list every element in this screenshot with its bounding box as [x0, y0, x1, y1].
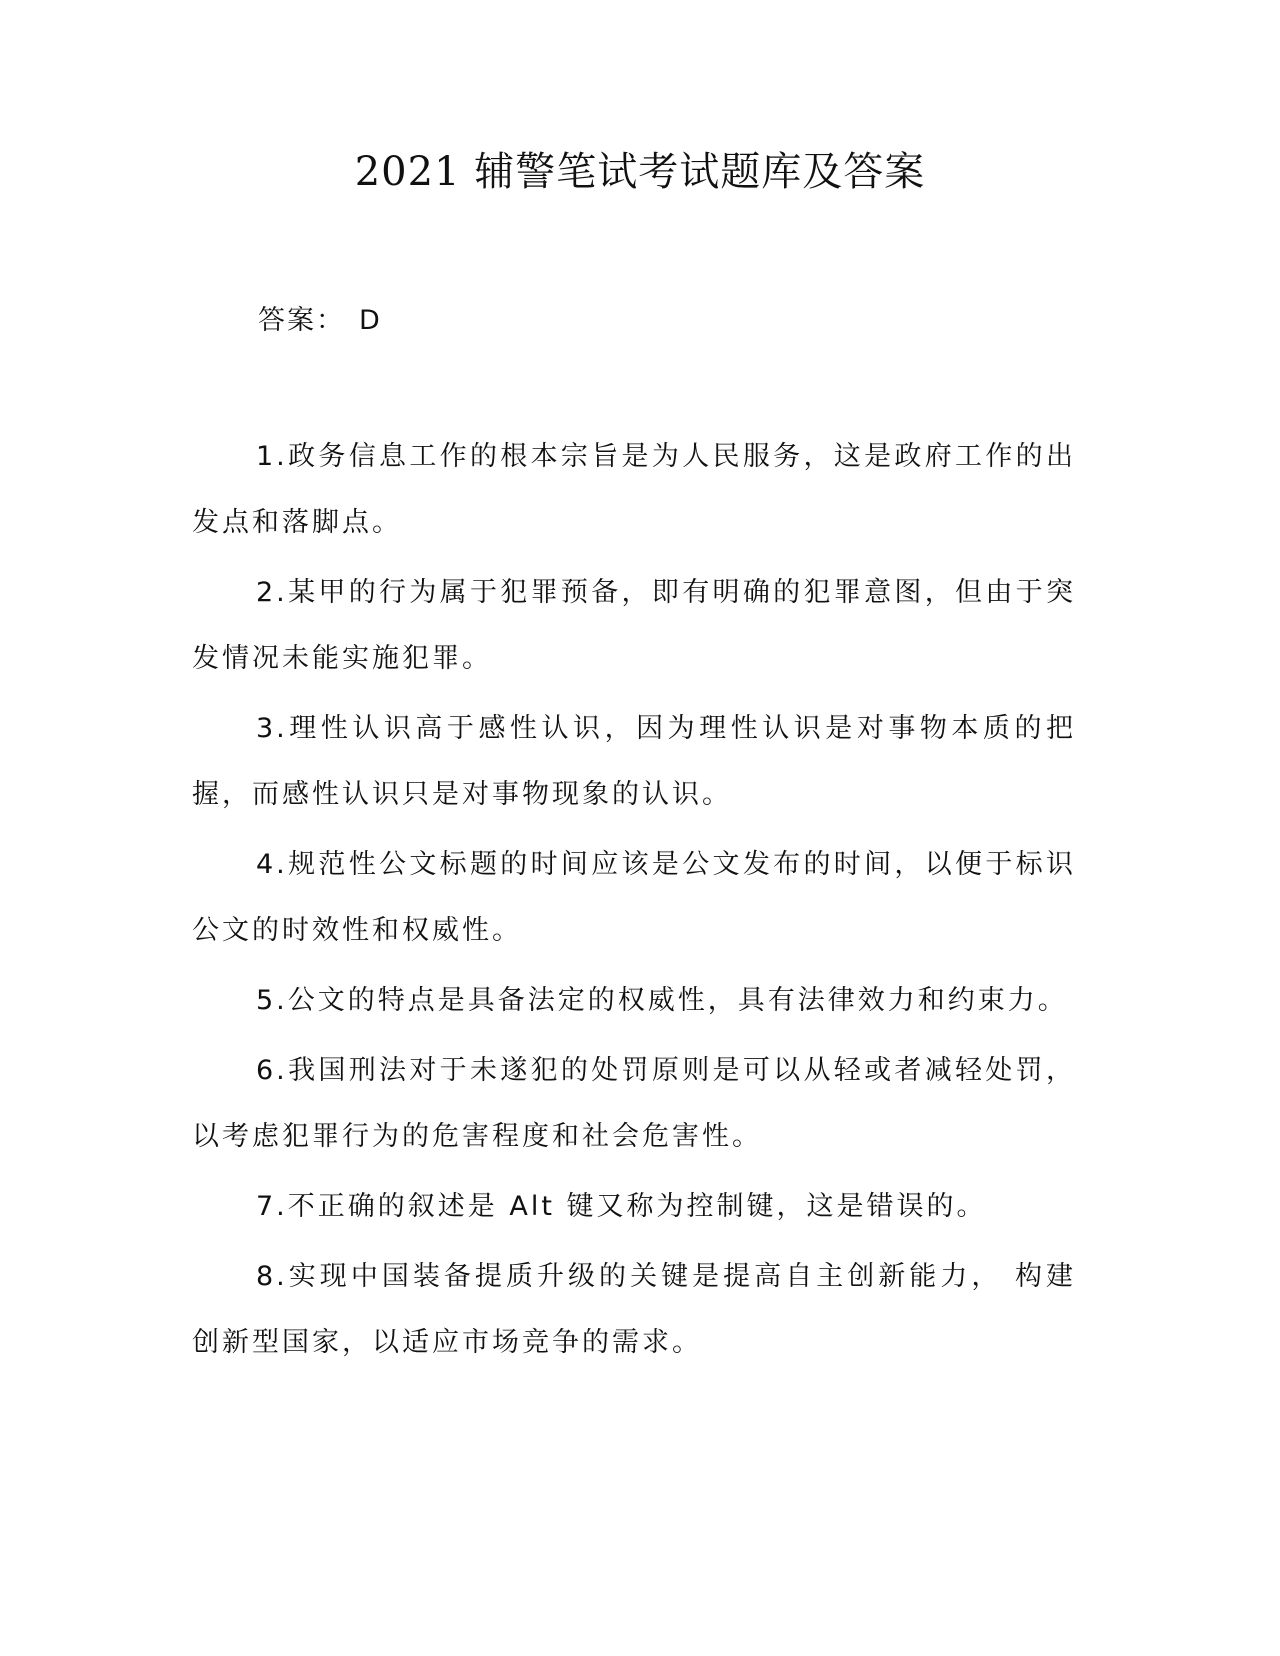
answer-label: 答案： [258, 305, 345, 336]
list-item: 2.某甲的行为属于犯罪预备，即有明确的犯罪意图，但由于突发情况未能实施犯罪。 [192, 577, 1076, 674]
list-item: 6.我国刑法对于未遂犯的处罚原则是可以从轻或者减轻处罚，以考虑犯罪行为的危害程度和社会危害性。 [192, 1055, 1076, 1152]
answer-value: D [359, 305, 382, 336]
answer-line [258, 298, 382, 337]
list-item: 8.实现中国装备提质升级的关键是提高自主创新能力， 构建创新型国家，以适应市场竞争的需求。 [192, 1261, 1076, 1358]
question-list [192, 424, 1076, 1380]
list-item: 7.不正确的叙述是 Alt 键又称为控制键，这是错误的。 [256, 1191, 987, 1222]
list-item: 3.理性认识高于感性认识，因为理性认识是对事物本质的把握，而感性认识只是对事物现象的认识。 [192, 713, 1076, 810]
list-item: 1.政务信息工作的根本宗旨是为人民服务，这是政府工作的出发点和落脚点。 [192, 441, 1076, 538]
list-item: 4.规范性公文标题的时间应该是公文发布的时间，以便于标识公文的时效性和权威性。 [192, 849, 1076, 946]
list-item: 5.公文的特点是具备法定的权威性，具有法律效力和约束力。 [256, 985, 1068, 1016]
document-title: 2021 辅警笔试考试题库及答案 [354, 149, 926, 195]
